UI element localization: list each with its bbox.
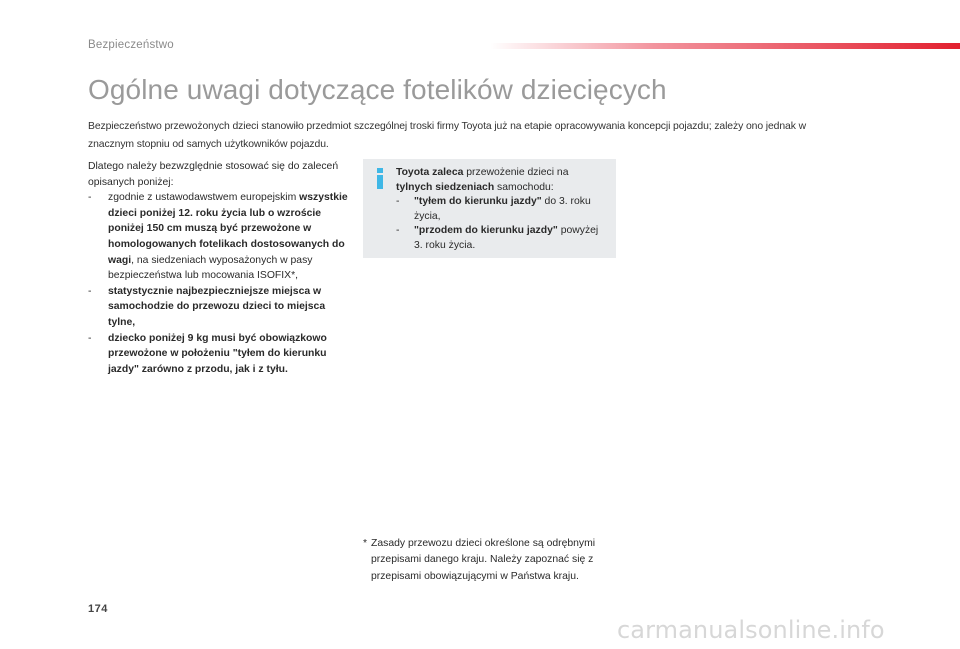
info-item-text: powyżej 3. roku życia.	[414, 225, 599, 251]
list-item	[88, 331, 350, 378]
footnote-text: Zasady przewozu dzieci określone są odrębnymi przepisami danego kraju. Należy zapoznać się z przepisami obowiązującymi w Państwa kraju.	[371, 538, 596, 582]
header-accent-bar	[490, 43, 960, 49]
page-title: Ogólne uwagi dotyczące fotelików dziecięcych	[88, 74, 667, 105]
list-item	[88, 284, 350, 331]
info-list-item	[396, 224, 606, 253]
info-text	[396, 166, 606, 254]
info-item-bold: "przodem do kierunku jazdy"	[414, 225, 558, 237]
list-item-text: zgodnie z ustawodawstwem europejskim	[108, 192, 297, 204]
list-item-bold: wszystkie dzieci poniżej 12. roku życia lub o wzroście poniżej 150 cm muszą być przewożone w homologowanych fotelikach dostosowanych do wagi	[108, 192, 348, 266]
left-column	[88, 159, 350, 377]
info-lead	[396, 166, 606, 195]
page-number: 174	[88, 603, 108, 615]
list-item-bold: dziecko poniżej 9 kg musi być obowiązkowo przewożone w położeniu "tyłem do kierunku jazdy" zarówno z przodu, jak i z tyłu.	[108, 332, 327, 375]
info-lead-text: samochodu:	[494, 181, 554, 193]
footnote-star: *	[363, 538, 368, 549]
left-lead: Dlatego należy bezwzględnie stosować się do zaleceń opisanych poniżej:	[88, 161, 339, 188]
info-lead-text: przewożenie dzieci na	[463, 167, 569, 178]
intro-paragraph: Bezpieczeństwo przewożonych dzieci stanowiło przedmiot szczególnej troski firmy Toyota już na etapie opracowywania koncepcji pojazdu; zależy ono jednak w znacznym stopniu od samych użytkowników pojazdu.	[88, 121, 807, 150]
list-item-bold: statystycznie najbezpieczniejsze miejsca w samochodzie do przewozu dzieci to miejsca tylne,	[108, 285, 326, 328]
info-lead-bold: Toyota zaleca	[396, 167, 464, 178]
footnote	[363, 536, 623, 585]
list-dash: -	[396, 196, 400, 208]
watermark: carmanualsonline.info	[617, 616, 885, 644]
section-label: Bezpieczeństwo	[88, 39, 174, 51]
list-dash: -	[88, 285, 92, 297]
info-icon	[373, 168, 387, 188]
list-item-text: , na siedzeniach wyposażonych w pasy bezpieczeństwa lub mocowania ISOFIX*,	[108, 254, 313, 282]
info-lead-bold: tylnych siedzeniach	[396, 181, 495, 193]
list-dash: -	[88, 332, 92, 344]
info-list-item	[396, 195, 606, 224]
info-item-text: do 3. roku życia,	[414, 196, 591, 222]
list-dash: -	[396, 225, 400, 237]
info-item-bold: "tyłem do kierunku jazdy"	[414, 196, 542, 208]
list-item	[88, 190, 350, 284]
info-box	[363, 159, 616, 258]
list-dash: -	[88, 192, 92, 204]
